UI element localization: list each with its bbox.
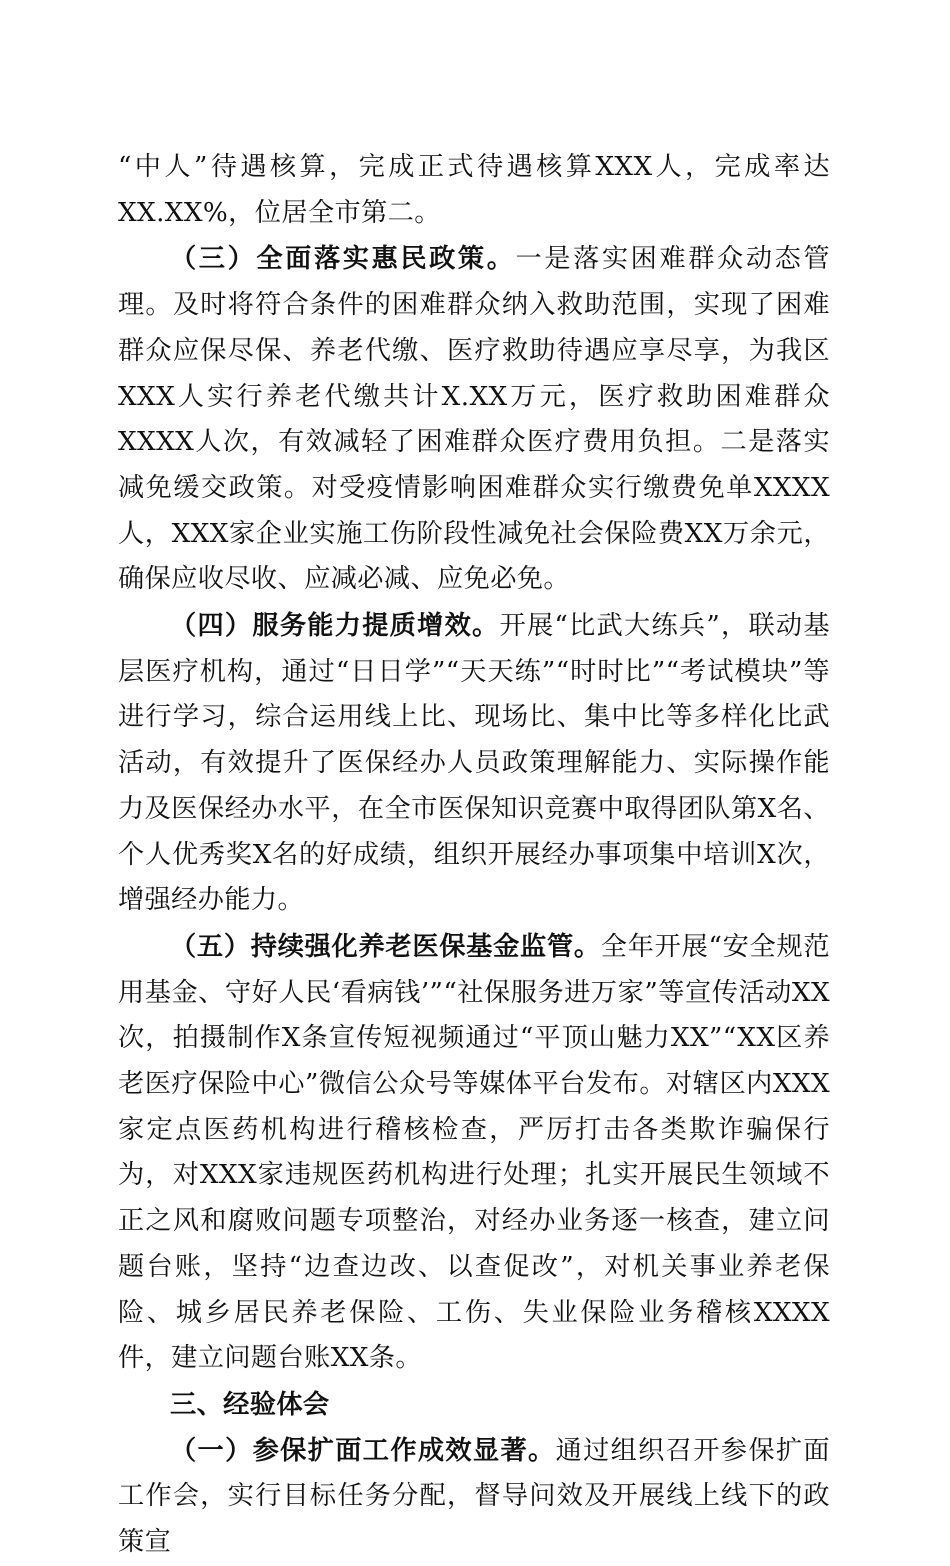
paragraph-text: 通过组织召开参保扩面工作会，实行目标任务分配，督导问效及开展线上线下的政策宣 [118,1435,831,1558]
paragraph-policy [118,236,830,603]
paragraph-lead: （四）服务能力提质增效。 [170,610,500,642]
paragraph-text: 开展“比武大练兵”，联动基层医疗机构，通过“日日学”“天天练”“时时比”“考试模块”等进行学习，综合运用线上比、现场比、集中比等多样化比武活动，有效提升了医保经办人员政策理解能力、实际操作能力及医保经办水平，在全市医保知识竞赛中取得团队第X名、个人优秀奖X名的好成绩，组织开展经办事项集中培训X次，增强经办能力。 [118,611,830,916]
paragraph-text: “中人”待遇核算，完成正式待遇核算XXX人，完成率达XX.XX%，位居全市第二。 [118,152,830,228]
paragraph-continuation [118,145,830,236]
paragraph-supervision [118,924,830,1382]
paragraph-text: 全年开展“安全规范用基金、守好人民‘看病钱’”“社保服务进万家”等宣传活动XX次，拍摄制作X条宣传短视频通过“平顶山魅力XX”“XX区养老医疗保险中心”微信公众号等媒体平台发布。对辖区内XXX家定点医药机构进行稽核检查，严厉打击各类欺诈骗保行为，对XXX家违规医药机构进行处理；扎实开展民生领域不正之风和腐败问题专项整治，对经办业务逐一核查，建立问题台账，坚持“边查边改、以查促改”，对机关事业养老保险、城乡居民养老保险、工伤、失业保险业务稽核XXXX件，建立问题台账XX条。 [118,931,830,1374]
paragraph-lead: （三）全面落实惠民政策。 [170,243,516,275]
paragraph-lead: （一）参保扩面工作成效显著。 [170,1434,556,1466]
document-page [118,145,830,1566]
paragraph-service [118,603,830,924]
paragraph-text: 一是落实困难群众动态管理。及时将符合条件的困难群众纳入救助范围，实现了困难群众应保尽保、养老代缴、医疗救助待遇应享尽享，为我区XXX人实行养老代缴共计X.XX万元，医疗救助困难群众XXXX人次，有效减轻了困难群众医疗费用负担。二是落实减免缓交政策。对受疫情影响困难群众实行缴费免单XXXX人，XXX家企业实施工伤阶段性减免社会保险费XX万余元，确保应收尽收、应减必减、应免必免。 [118,244,830,595]
paragraph-lead: （五）持续强化养老医保基金监管。 [170,930,601,962]
section-heading: 三、经验体会 [170,1388,330,1420]
paragraph-enrollment [118,1428,830,1566]
